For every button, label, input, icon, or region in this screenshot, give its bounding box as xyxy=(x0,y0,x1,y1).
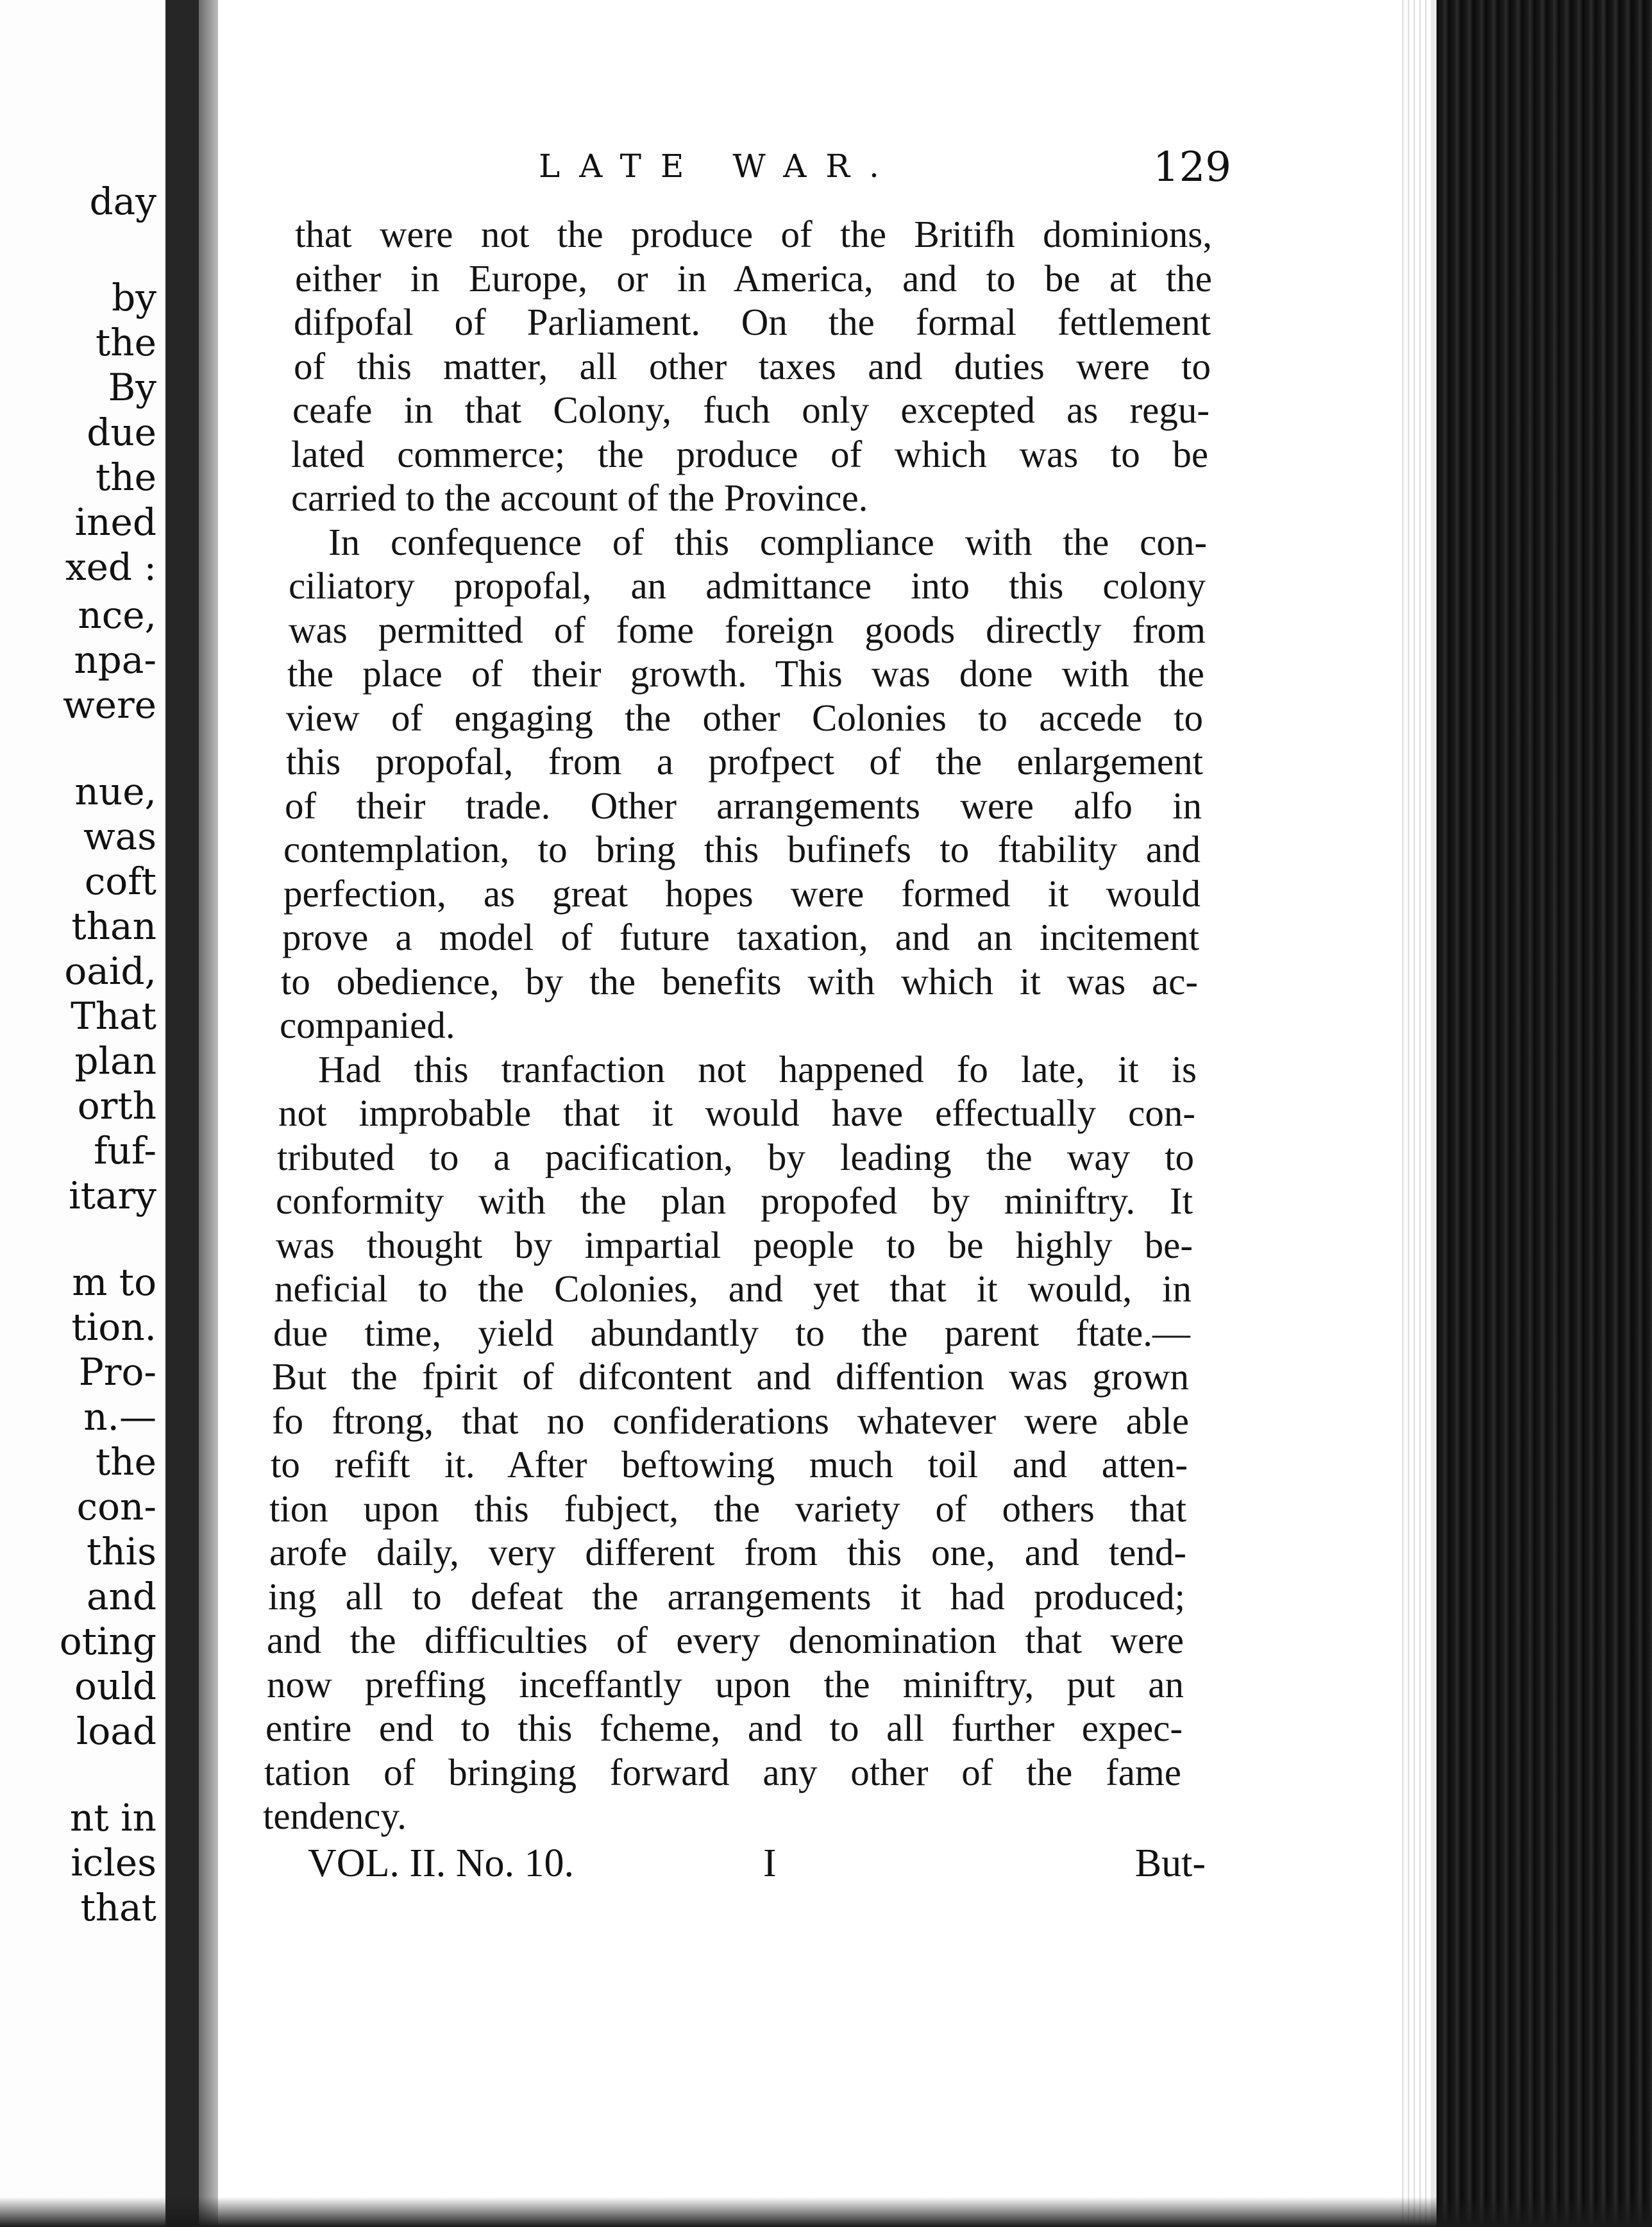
text-line: difpofal of Parliament. On the formal fettlement xyxy=(294,301,1211,343)
text-line: tion upon this fubject, the variety of others that xyxy=(269,1487,1186,1530)
text-line: fo ftrong, that no confiderations whatever were able xyxy=(272,1399,1189,1442)
text-line: entire end to this fcheme, and to all further expec- xyxy=(266,1707,1183,1749)
text-line: this propofal, from a profpect of the enlargement xyxy=(286,740,1203,783)
text-line: tributed to a pacification, by leading the way to xyxy=(277,1135,1194,1178)
text-line: to refift it. After beftowing much toil and atten- xyxy=(271,1443,1188,1486)
left-page-line: oting xyxy=(59,1620,156,1663)
text-line: carried to the account of the Province. xyxy=(291,477,868,519)
volume-number: VOL. II. No. 10. xyxy=(308,1842,574,1885)
left-page-line: coft xyxy=(84,859,156,903)
text-line: Had this tranfaction not happened fo late, it is xyxy=(318,1047,1197,1090)
book-block-edge xyxy=(1437,0,1652,2227)
left-page-line: tion. xyxy=(71,1305,156,1349)
text-line: contemplation, to bring this bufinefs to ftability and xyxy=(283,828,1201,870)
left-page-line: ould xyxy=(74,1664,156,1708)
left-page-line: by xyxy=(112,276,156,319)
text-line: lated commerce; the produce of which was to be xyxy=(291,432,1208,475)
left-page-line: due xyxy=(87,411,156,454)
left-page-line: that xyxy=(80,1886,156,1929)
left-page-line: load xyxy=(76,1709,156,1753)
text-line: tation of bringing forward any other of the fame xyxy=(264,1750,1181,1793)
text-line: In confequence of this compliance with the con- xyxy=(328,520,1207,563)
text-line: tendency. xyxy=(263,1795,407,1837)
text-line: that were not the produce of the Britifh dominions, xyxy=(295,213,1212,255)
left-page-line: icles xyxy=(71,1841,156,1884)
left-page-line: than xyxy=(71,904,156,948)
left-page-line: the xyxy=(96,455,156,499)
text-line: of this matter, all other taxes and duties were to xyxy=(294,344,1211,387)
left-page-line: and xyxy=(86,1575,156,1618)
left-page-line: By xyxy=(108,366,156,409)
left-page-line: n.— xyxy=(83,1395,156,1439)
text-line: perfection, as great hopes were formed it would xyxy=(283,872,1201,915)
page-number: 129 xyxy=(1152,144,1231,191)
left-page-line: nt in xyxy=(69,1796,156,1840)
bottom-shadow xyxy=(0,2197,1652,2227)
text-line: conformity with the plan propofed by miniftry. It xyxy=(276,1180,1193,1222)
text-line: now preffing inceffantly upon the miniftry, put an xyxy=(267,1663,1184,1706)
body-text xyxy=(263,212,1218,1854)
left-page-line: con- xyxy=(76,1485,156,1528)
text-line: and the difficulties of every denomination that were xyxy=(267,1619,1184,1661)
left-page-line: plan xyxy=(74,1039,156,1083)
text-line: companied. xyxy=(280,1004,455,1046)
text-line: ing all to defeat the arrangements it had produced; xyxy=(268,1575,1185,1618)
left-page-line: fuf- xyxy=(94,1129,156,1173)
text-line: was permitted of fome foreign goods directly from xyxy=(289,608,1206,651)
signature-mark: I xyxy=(763,1842,777,1885)
left-page-line: npa- xyxy=(74,638,156,682)
text-line: was thought by impartial people to be highly be- xyxy=(276,1223,1193,1266)
left-page-line: That xyxy=(71,994,156,1038)
text-line: of their trade. Other arrangements were alfo in xyxy=(285,784,1202,827)
text-line: either in Europe, or in America, and to be at the xyxy=(295,257,1212,300)
left-page-line: xed : xyxy=(65,545,156,589)
text-line: the place of their growth. This was done with the xyxy=(287,652,1204,695)
page-header xyxy=(539,144,1231,199)
left-page-line: Pro- xyxy=(78,1350,156,1394)
left-page-line: oaid, xyxy=(64,949,156,993)
left-page-line: the xyxy=(96,1440,156,1484)
book-gutter xyxy=(165,0,199,2227)
left-page-line: day xyxy=(89,180,156,223)
catchword: But- xyxy=(1134,1842,1206,1885)
running-head: LATE WAR. xyxy=(539,148,898,185)
text-line: view of engaging the other Colonies to accede to xyxy=(286,696,1203,739)
text-line: ciliatory propofal, an admittance into this colony xyxy=(289,564,1206,607)
left-page-line: was xyxy=(83,815,156,858)
left-page-line: itary xyxy=(69,1174,156,1217)
gutter-shadow xyxy=(199,0,218,2227)
left-page-line: this xyxy=(87,1530,156,1573)
left-page-line: m to xyxy=(72,1260,156,1304)
left-page-line: orth xyxy=(77,1084,156,1128)
text-line: not improbable that it would have effectually con- xyxy=(278,1092,1195,1134)
text-line: prove a model of future taxation, and an incitement xyxy=(282,916,1199,958)
left-page-line: nue, xyxy=(74,770,156,813)
text-line: arofe daily, very different from this one, and tend- xyxy=(269,1531,1186,1573)
text-line: due time, yield abundantly to the parent ftate.— xyxy=(273,1311,1190,1354)
text-line: to obedience, by the benefits with which it was ac- xyxy=(281,960,1198,1003)
left-page-line: ined xyxy=(74,500,156,544)
left-page-line: nce, xyxy=(78,593,156,637)
text-line: But the fpirit of difcontent and diffention was grown xyxy=(272,1355,1189,1398)
left-page-fragment xyxy=(0,0,165,2227)
text-line: ceafe in that Colony, fuch only excepted as regu- xyxy=(292,389,1210,431)
text-line: neficial to the Colonies, and yet that it would, in xyxy=(274,1267,1192,1310)
left-page-line: were xyxy=(62,683,156,727)
left-page-line: the xyxy=(96,321,156,364)
page-footer xyxy=(308,1841,1206,1892)
